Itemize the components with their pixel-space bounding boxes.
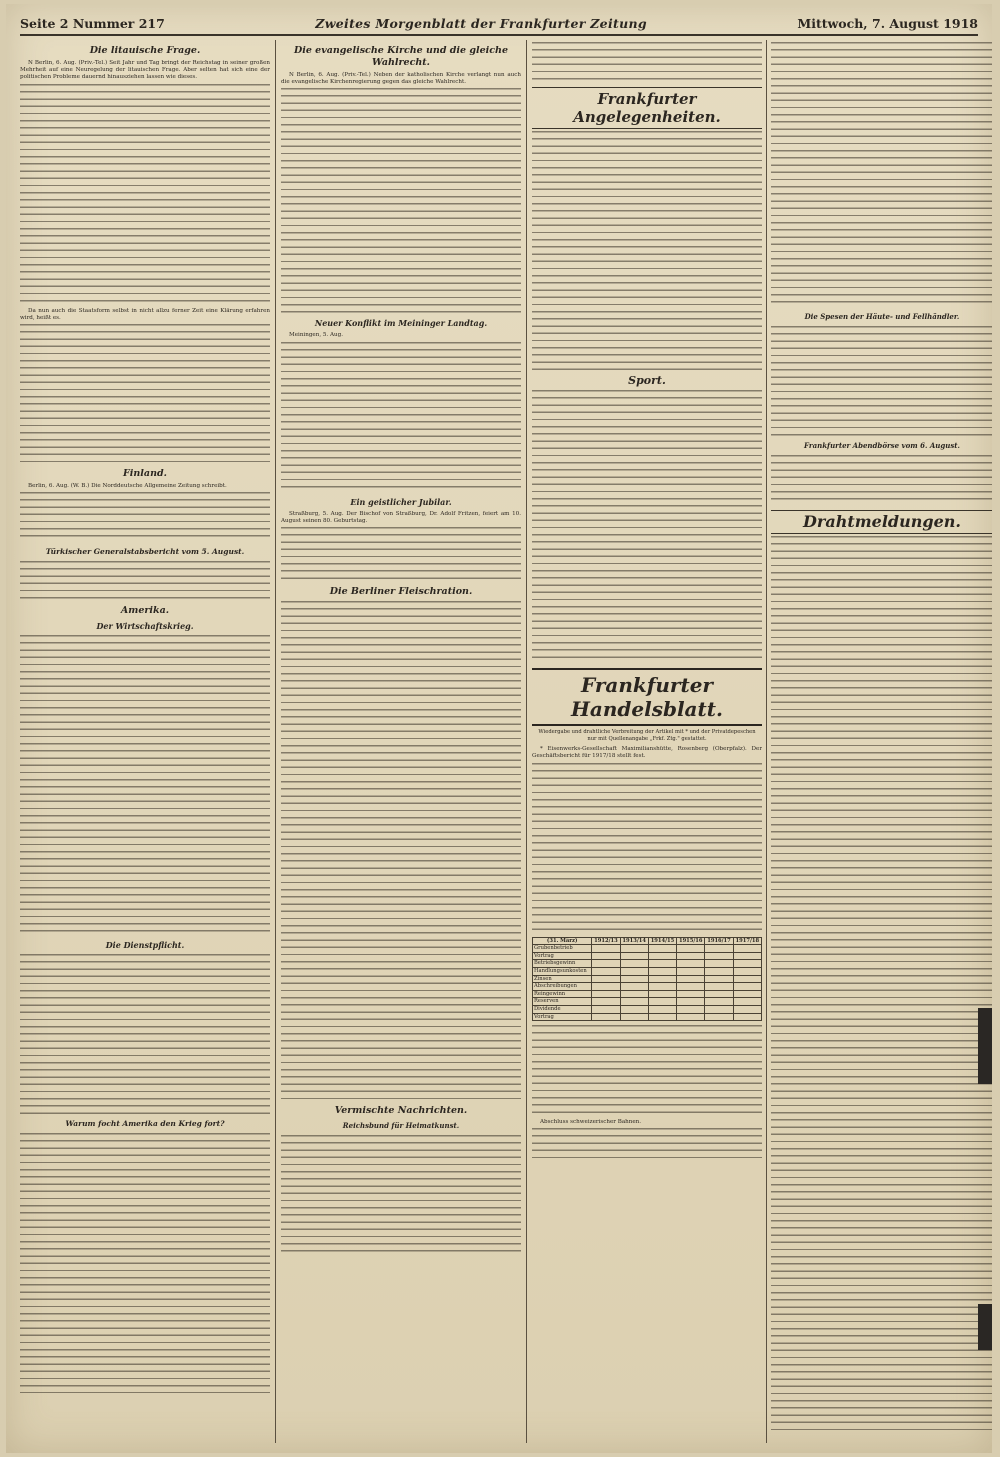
article-heading: Die Spesen der Häute- und Fellhändler.: [804, 312, 960, 321]
table-cell: Reserven: [533, 998, 592, 1006]
table-cell: [620, 952, 648, 960]
table-cell: [705, 983, 733, 991]
table-cell: [592, 1013, 620, 1021]
table-cell: [733, 952, 761, 960]
table-cell: [733, 967, 761, 975]
column-4: [771, 42, 992, 1443]
section-heading: Frankfurter Angelegenheiten.: [532, 87, 762, 129]
table-cell: [648, 975, 676, 983]
article-text-block: [771, 42, 992, 307]
table-cell: [620, 967, 648, 975]
table-cell: Dividende: [533, 1005, 592, 1013]
article-text-block: [281, 1135, 521, 1255]
table-cell: [733, 1005, 761, 1013]
article-heading: Ein geistlicher Jubilar.: [350, 496, 452, 507]
table-header-cell: 1917/18: [733, 937, 761, 945]
article-paragraph: Berlin, 6. Aug. (W. B.) Die Norddeutsche Allgemeine Zeitung schreibt.: [28, 483, 227, 490]
article-text-block: [20, 954, 270, 1114]
article-text-block: [771, 326, 992, 436]
table-cell: [733, 975, 761, 983]
reprint-notice: Wiedergabe und drahtliche Verbreitung der Artikel mit * und der Privatdepeschen nur mit Quellenangabe „Frkf. Ztg." gestattet.: [538, 729, 756, 742]
table-cell: [705, 975, 733, 983]
table-cell: [592, 998, 620, 1006]
table-header-cell: 1913/14: [620, 937, 648, 945]
table-cell: [733, 1013, 761, 1021]
page-edge-mark: [978, 1008, 992, 1084]
table-cell: [733, 960, 761, 968]
page-edge-mark: [978, 1304, 992, 1350]
article-paragraph: Da nun auch die Staatsform selbst in nicht allzu ferner Zeit eine Klärung erfahren wird, heißt es.: [20, 307, 270, 321]
table-cell: [705, 990, 733, 998]
table-cell: [705, 960, 733, 968]
article-text-block: [281, 601, 521, 1101]
table-row: [533, 998, 762, 1006]
column-3: [532, 42, 762, 1443]
article-heading: Die Berliner Fleischration.: [329, 586, 473, 598]
table-cell: Reingewinn: [533, 990, 592, 998]
article-heading: Amerika.: [120, 605, 170, 617]
table-cell: [620, 1013, 648, 1021]
article-text-block: [20, 492, 270, 542]
article-text-block: [532, 763, 762, 933]
table-header-cell: 1914/15: [648, 937, 676, 945]
table-row: [533, 1005, 762, 1013]
table-cell: [592, 1005, 620, 1013]
table-cell: [592, 975, 620, 983]
table-cell: [705, 1013, 733, 1021]
section-banner: Frankfurter Handelsblatt.: [532, 668, 762, 726]
column-2: [281, 42, 521, 1443]
table-cell: Zinsen: [533, 975, 592, 983]
article-text-block: [532, 1025, 762, 1115]
article-paragraph: Abschluss schweizerischer Bahnen.: [540, 1119, 642, 1126]
table-cell: [677, 945, 705, 953]
table-cell: [705, 1005, 733, 1013]
table-cell: Vortrag: [533, 1013, 592, 1021]
table-row: [533, 952, 762, 960]
table-row: [533, 983, 762, 991]
table-cell: [592, 952, 620, 960]
article-heading: Frankfurter Abendbörse vom 6. August.: [804, 441, 960, 450]
table-cell: Handlungsunkosten: [533, 967, 592, 975]
article-text-block: [20, 635, 270, 935]
table-header-cell: 1916/17: [705, 937, 733, 945]
table-cell: [677, 967, 705, 975]
masthead: [20, 12, 978, 36]
section-heading: Drahtmeldungen.: [771, 510, 992, 534]
table-cell: [733, 983, 761, 991]
table-cell: [733, 990, 761, 998]
table-cell: [620, 1005, 648, 1013]
article-text-block: [281, 342, 521, 492]
article-subheading: Reichsbund für Heimatkunst.: [342, 1121, 460, 1131]
column-rule: [526, 40, 527, 1443]
column-rule: [275, 40, 276, 1443]
table-cell: [592, 990, 620, 998]
table-cell: [705, 998, 733, 1006]
article-text-block: [281, 88, 521, 313]
financial-table: [532, 937, 762, 1022]
table-cell: [648, 1013, 676, 1021]
article-text-block: [532, 1128, 762, 1158]
table-cell: [677, 1013, 705, 1021]
table-cell: [648, 1005, 676, 1013]
table-cell: [677, 1005, 705, 1013]
article-paragraph: N Berlin, 6. Aug. (Priv.-Tel.) Neben der katholischen Kirche verlangt nun auch die evangelische Kirchenregierung gegen das gleiche Wahlrecht.: [281, 72, 521, 86]
article-text-block: [20, 1133, 270, 1393]
table-cell: [648, 967, 676, 975]
table-cell: [620, 998, 648, 1006]
article-text-block: [532, 42, 762, 82]
table-header-cell: 1912/13: [592, 937, 620, 945]
section-heading: Sport.: [628, 374, 666, 387]
table-cell: [677, 998, 705, 1006]
table-cell: [592, 983, 620, 991]
table-cell: [677, 960, 705, 968]
article-text-block: [532, 131, 762, 371]
table-cell: [733, 998, 761, 1006]
table-cell: [620, 983, 648, 991]
table-row: [533, 990, 762, 998]
article-paragraph: Meiningen, 5. Aug.: [289, 332, 343, 339]
table-cell: [705, 967, 733, 975]
page-number: Seite 2 Nummer 217: [20, 15, 165, 31]
paper-title: Zweites Morgenblatt der Frankfurter Zeitung: [315, 15, 647, 31]
table-cell: [648, 952, 676, 960]
article-paragraph: N Berlin, 6. Aug. (Priv.-Tel.) Seit Jahr und Tag bringt der Reichstag in seiner großen Mehrheit auf eine Neuregelung der litauischen Frage. Aber selten hat sich eine der politischen Probleme dauernd hinausziehen lassen wie dieses.: [20, 60, 270, 81]
table-cell: [592, 945, 620, 953]
article-paragraph: * Eisenwerks-Gesellschaft Maximilianshütte, Rosenberg (Oberpfalz). Der Geschäftsbericht für 1917/18 stellt fest.: [532, 746, 762, 760]
newspaper-page: [6, 4, 992, 1453]
article-text-block: [20, 561, 270, 601]
table-cell: [705, 945, 733, 953]
table-cell: [620, 960, 648, 968]
table-cell: [648, 983, 676, 991]
article-text-block: [771, 455, 992, 505]
article-subheading: Warum focht Amerika den Krieg fort?: [65, 1119, 225, 1129]
table-header-cell: (31. März): [533, 937, 592, 945]
article-text-block: [771, 536, 992, 1436]
table-cell: Vortrag: [533, 952, 592, 960]
column-rule: [766, 40, 767, 1443]
table-cell: [705, 952, 733, 960]
table-cell: [620, 990, 648, 998]
table-row: [533, 1013, 762, 1021]
article-text-block: [20, 324, 270, 464]
table-cell: [592, 967, 620, 975]
article-text-block: [532, 390, 762, 660]
table-cell: [677, 983, 705, 991]
column-1: [20, 42, 270, 1443]
article-text-block: [281, 527, 521, 582]
article-heading: Vermischte Nachrichten.: [334, 1105, 468, 1117]
table-cell: [620, 945, 648, 953]
table-cell: Abschreibungen: [533, 983, 592, 991]
issue-date: Mittwoch, 7. August 1918: [797, 15, 978, 31]
table-row: [533, 945, 762, 953]
article-heading: Finland.: [123, 468, 167, 480]
table-row: [533, 975, 762, 983]
article-paragraph: Straßburg, 5. Aug. Der Bischof von Straßburg, Dr. Adolf Fritzen, feiert am 10. August seinen 80. Geburtstag.: [281, 510, 521, 524]
table-row: [533, 960, 762, 968]
table-cell: [592, 960, 620, 968]
article-heading: Die evangelische Kirche und die gleiche Wahlrecht.: [293, 45, 509, 68]
table-cell: [620, 975, 648, 983]
table-header-cell: 1915/16: [677, 937, 705, 945]
article-subheading: Der Wirtschaftskrieg.: [96, 621, 194, 632]
article-heading: Türkischer Generalstabsbericht vom 5. August.: [45, 547, 245, 557]
table-cell: Betriebsgewinn: [533, 960, 592, 968]
table-cell: [648, 945, 676, 953]
table-cell: [677, 952, 705, 960]
table-cell: [677, 990, 705, 998]
table-cell: [648, 990, 676, 998]
table-cell: [733, 945, 761, 953]
article-heading: Neuer Konflikt im Meininger Landtag.: [314, 318, 488, 329]
table-cell: [677, 975, 705, 983]
table-cell: Grubenbetrieb: [533, 945, 592, 953]
table-row: [533, 967, 762, 975]
article-subheading: Die Dienstpflicht.: [105, 940, 185, 951]
article-heading: Die litauische Frage.: [89, 45, 201, 56]
table-cell: [648, 960, 676, 968]
table-cell: [648, 998, 676, 1006]
article-text-block: [20, 84, 270, 304]
